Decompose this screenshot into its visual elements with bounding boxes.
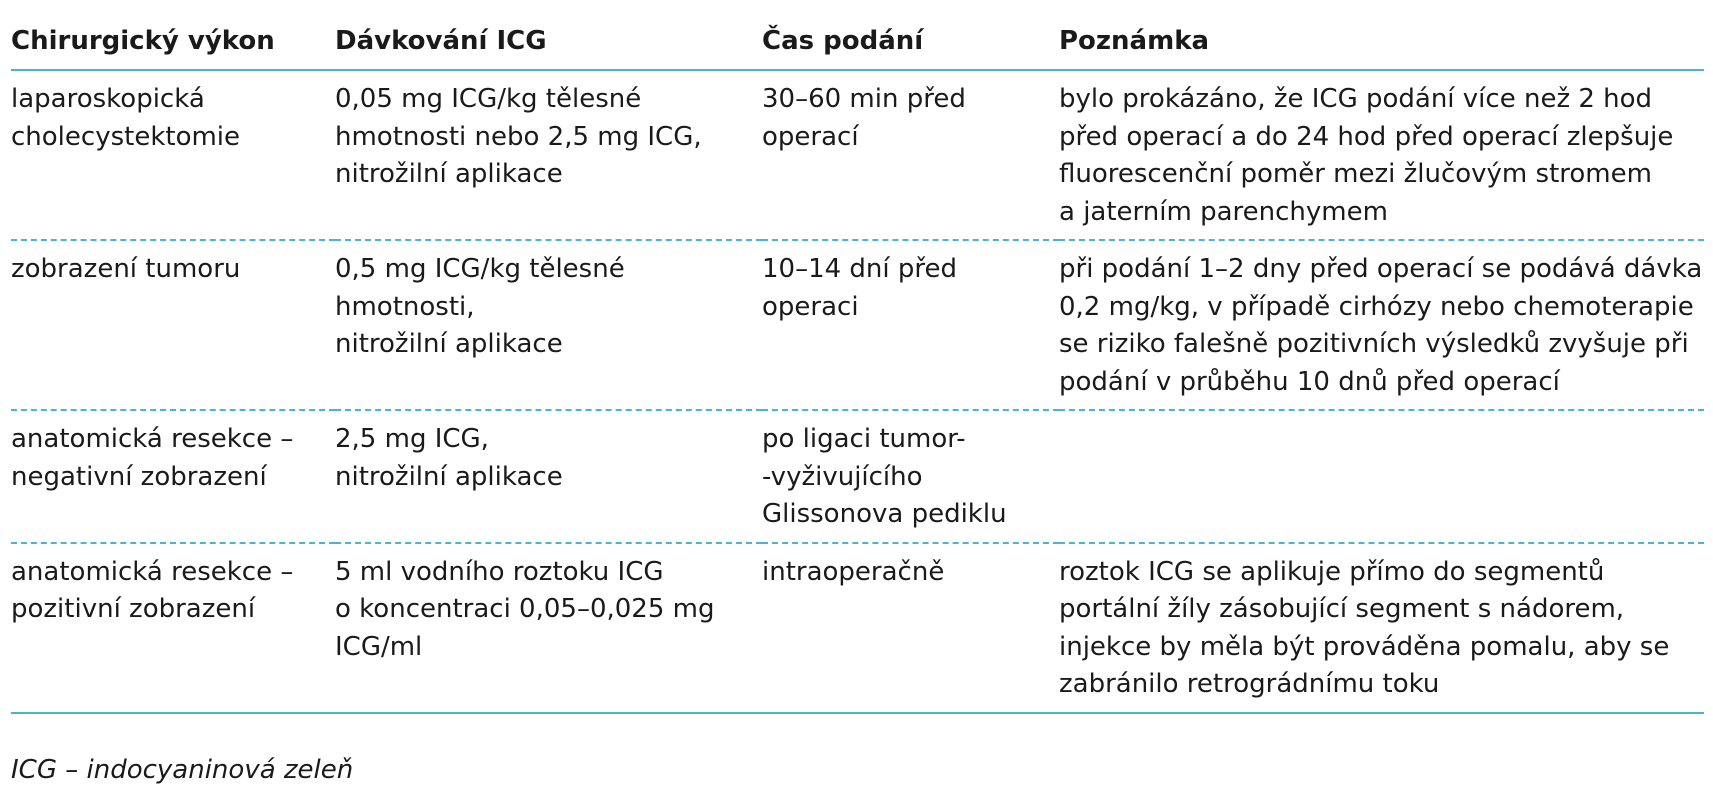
cell-text-line: intraoperačně bbox=[762, 556, 945, 587]
cell-note bbox=[1059, 240, 1704, 410]
cell-text-line: 30–60 min před bbox=[762, 84, 966, 114]
cell-icg-dosage bbox=[335, 70, 762, 240]
table-row bbox=[11, 240, 1704, 410]
cell-text-line: -vyživujícího bbox=[762, 461, 923, 492]
cell-surgical-procedure bbox=[11, 70, 335, 240]
cell-text-line: nitrožilní aplikace bbox=[335, 159, 563, 189]
cell-text-line: a jaterním parenchymem bbox=[1059, 196, 1388, 227]
cell-note bbox=[1059, 70, 1704, 240]
icg-dosage-table bbox=[11, 17, 1704, 714]
cell-text-line: nitrožilní aplikace bbox=[335, 461, 563, 492]
cell-text-line: podání v průběhu 10 dnů před operací bbox=[1059, 366, 1560, 397]
cell-text-line: operací bbox=[762, 121, 859, 152]
cell-text-line: se riziko falešně pozitivních výsledků zvyšuje při bbox=[1059, 329, 1689, 359]
header-administration-time: Čas podání bbox=[762, 17, 1059, 70]
cell-text-line: zobrazení tumoru bbox=[11, 254, 241, 284]
cell-text-line: ICG/ml bbox=[335, 631, 423, 662]
cell-administration-time bbox=[762, 410, 1059, 543]
cell-text-line: o koncentraci 0,05–0,025 mg bbox=[335, 594, 715, 624]
cell-text-line: po ligaci tumor- bbox=[762, 424, 966, 454]
cell-surgical-procedure bbox=[11, 240, 335, 410]
dosage-table-container bbox=[11, 17, 1704, 714]
table-header-row bbox=[11, 17, 1704, 70]
cell-text-line: zabránilo retrográdnímu toku bbox=[1059, 669, 1440, 699]
cell-text-line: hmotnosti nebo 2,5 mg ICG, bbox=[335, 121, 702, 152]
cell-surgical-procedure bbox=[11, 410, 335, 543]
cell-text-line: 5 ml vodního roztoku ICG bbox=[335, 556, 664, 587]
table-footnote: ICG – indocyaninová zeleň bbox=[11, 755, 354, 785]
cell-text-line: negativní zobrazení bbox=[11, 461, 267, 492]
cell-text-line: při podání 1–2 dny před operací se podává dávka bbox=[1059, 254, 1703, 284]
header-icg-dosage: Dávkování ICG bbox=[335, 17, 762, 70]
cell-text-line: bylo prokázáno, že ICG podání více než 2 hod bbox=[1059, 84, 1653, 114]
cell-surgical-procedure bbox=[11, 543, 335, 713]
cell-administration-time bbox=[762, 240, 1059, 410]
cell-text-line: 0,2 mg/kg, v případě cirhózy nebo chemoterapie bbox=[1059, 291, 1694, 322]
cell-text-line: nitrožilní aplikace bbox=[335, 329, 563, 359]
cell-administration-time bbox=[762, 543, 1059, 713]
cell-text-line: portální žíly zásobující segment s nádorem, bbox=[1059, 594, 1625, 624]
cell-text-line: 0,5 mg ICG/kg tělesné bbox=[335, 254, 625, 284]
cell-text-line: Glissonova pediklu bbox=[762, 499, 1007, 529]
cell-note bbox=[1059, 410, 1704, 543]
cell-icg-dosage bbox=[335, 543, 762, 713]
cell-text-line: injekce by měla být prováděna pomalu, aby se bbox=[1059, 631, 1670, 662]
cell-text-line: roztok ICG se aplikuje přímo do segmentů bbox=[1059, 556, 1605, 587]
cell-text-line: před operací a do 24 hod před operací zlepšuje bbox=[1059, 121, 1674, 152]
cell-text-line: fluorescenční poměr mezi žlučovým stromem bbox=[1059, 159, 1652, 189]
header-surgical-procedure: Chirurgický výkon bbox=[11, 17, 335, 70]
cell-text-line: 10–14 dní před bbox=[762, 254, 958, 284]
cell-icg-dosage bbox=[335, 240, 762, 410]
cell-icg-dosage bbox=[335, 410, 762, 543]
cell-text-line: operaci bbox=[762, 291, 859, 322]
cell-note bbox=[1059, 543, 1704, 713]
table-row bbox=[11, 410, 1704, 543]
cell-text-line: anatomická resekce – bbox=[11, 424, 294, 454]
cell-text-line: laparoskopická bbox=[11, 84, 205, 114]
table-row bbox=[11, 70, 1704, 240]
cell-text-line: 0,05 mg ICG/kg tělesné bbox=[335, 84, 642, 114]
cell-text-line: anatomická resekce – bbox=[11, 556, 294, 587]
header-note: Poznámka bbox=[1059, 17, 1704, 70]
cell-text-line: cholecystektomie bbox=[11, 121, 241, 152]
cell-administration-time bbox=[762, 70, 1059, 240]
cell-text-line: hmotnosti, bbox=[335, 291, 475, 322]
table-row bbox=[11, 543, 1704, 713]
cell-text-line: 2,5 mg ICG, bbox=[335, 424, 489, 454]
cell-text-line: pozitivní zobrazení bbox=[11, 594, 256, 624]
